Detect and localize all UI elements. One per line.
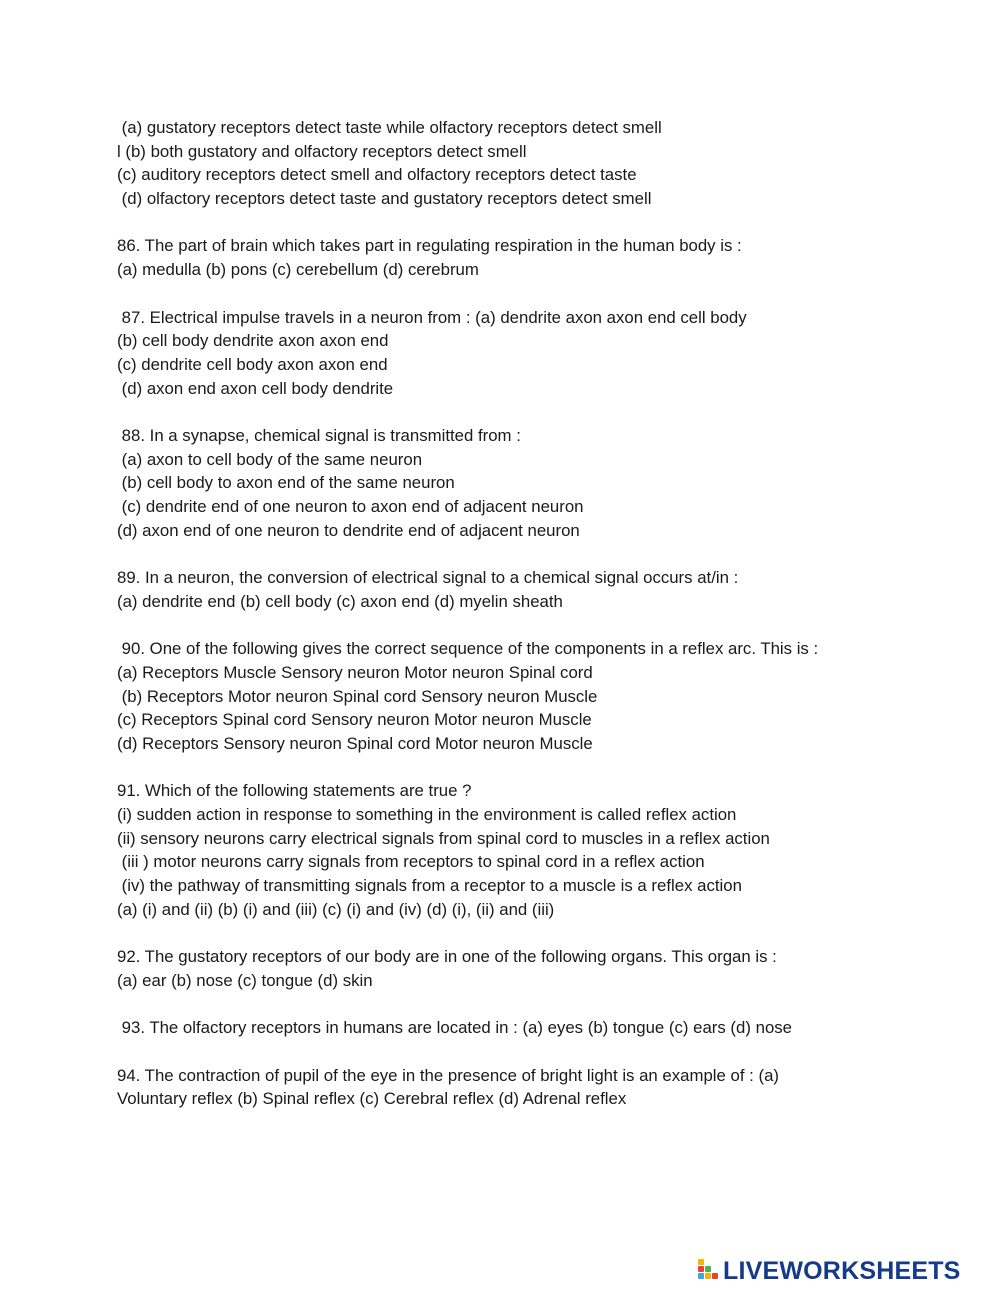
- question-90: [117, 637, 977, 755]
- question-94: [117, 1064, 977, 1111]
- question-line: (b) cell body dendrite axon axon end: [117, 331, 389, 351]
- question-line: 88. In a synapse, chemical signal is transmitted from :: [117, 425, 521, 445]
- question-line: (iv) the pathway of transmitting signals from a receptor to a muscle is a reflex action: [117, 876, 742, 895]
- question-line: 89. In a neuron, the conversion of electrical signal to a chemical signal occurs at/in :: [117, 568, 739, 588]
- question-line: (a) dendrite end (b) cell body (c) axon end (d) myelin sheath: [117, 591, 563, 611]
- question-line: (d) axon end of one neuron to dendrite end of adjacent neuron: [117, 520, 580, 540]
- question-line: (a) (i) and (ii) (b) (i) and (iii) (c) (i) and (iv) (d) (i), (ii) and (iii): [117, 899, 555, 919]
- question-line: (c) dendrite end of one neuron to axon end of adjacent neuron: [117, 497, 584, 516]
- question-line: 91. Which of the following statements are true ?: [117, 781, 472, 801]
- question-line: 92. The gustatory receptors of our body are in one of the following organs. This organ is :: [117, 947, 777, 967]
- liveworksheets-logo: [698, 1256, 961, 1286]
- question-87: [117, 306, 977, 401]
- question-89: [117, 566, 977, 613]
- worksheet-content: [117, 116, 977, 1135]
- question-line: l (b) both gustatory and olfactory receptors detect smell: [117, 141, 527, 161]
- question-92: [117, 945, 977, 992]
- liveworksheets-logo-icon: [698, 1259, 720, 1283]
- question-line: 93. The olfactory receptors in humans are located in : (a) eyes (b) tongue (c) ears (d) nose: [117, 1018, 792, 1038]
- question-line: (d) axon end axon cell body dendrite: [117, 378, 394, 398]
- logo-text: LIVEWORKSHEETS: [723, 1256, 961, 1285]
- question-line: (a) gustatory receptors detect taste while olfactory receptors detect smell: [117, 118, 662, 137]
- question-85: [117, 116, 977, 211]
- question-line: (c) auditory receptors detect smell and olfactory receptors detect taste: [117, 165, 637, 185]
- question-line: 94. The contraction of pupil of the eye in the presence of bright light is an example of : (a): [117, 1065, 780, 1085]
- question-line: Voluntary reflex (b) Spinal reflex (c) Cerebral reflex (d) Adrenal reflex: [117, 1089, 627, 1109]
- question-line: (iii ) motor neurons carry signals from receptors to spinal cord in a reflex action: [117, 852, 705, 872]
- question-line: (a) axon to cell body of the same neuron: [117, 449, 423, 469]
- question-line: (ii) sensory neurons carry electrical signals from spinal cord to muscles in a reflex action: [117, 828, 770, 848]
- question-line: 87. Electrical impulse travels in a neuron from : (a) dendrite axon axon end cell body: [117, 307, 747, 327]
- question-line: 90. One of the following gives the correct sequence of the components in a reflex arc. This is :: [117, 639, 819, 659]
- question-line: (d) Receptors Sensory neuron Spinal cord Motor neuron Muscle: [117, 733, 593, 753]
- question-line: (b) Receptors Motor neuron Spinal cord Sensory neuron Muscle: [117, 686, 598, 706]
- question-93: [117, 1016, 977, 1040]
- question-line: (d) olfactory receptors detect taste and gustatory receptors detect smell: [117, 189, 652, 209]
- question-86: [117, 234, 977, 281]
- question-line: 86. The part of brain which takes part in regulating respiration in the human body is :: [117, 236, 742, 256]
- question-line: (a) Receptors Muscle Sensory neuron Motor neuron Spinal cord: [117, 662, 593, 682]
- question-91: [117, 779, 977, 921]
- question-line: (a) medulla (b) pons (c) cerebellum (d) cerebrum: [117, 260, 479, 280]
- question-88: [117, 424, 977, 542]
- question-line: (b) cell body to axon end of the same neuron: [117, 473, 455, 493]
- question-line: (c) dendrite cell body axon axon end: [117, 354, 388, 374]
- question-line: (a) ear (b) nose (c) tongue (d) skin: [117, 970, 373, 990]
- question-line: (i) sudden action in response to something in the environment is called reflex action: [117, 804, 737, 824]
- question-line: (c) Receptors Spinal cord Sensory neuron Motor neuron Muscle: [117, 710, 592, 730]
